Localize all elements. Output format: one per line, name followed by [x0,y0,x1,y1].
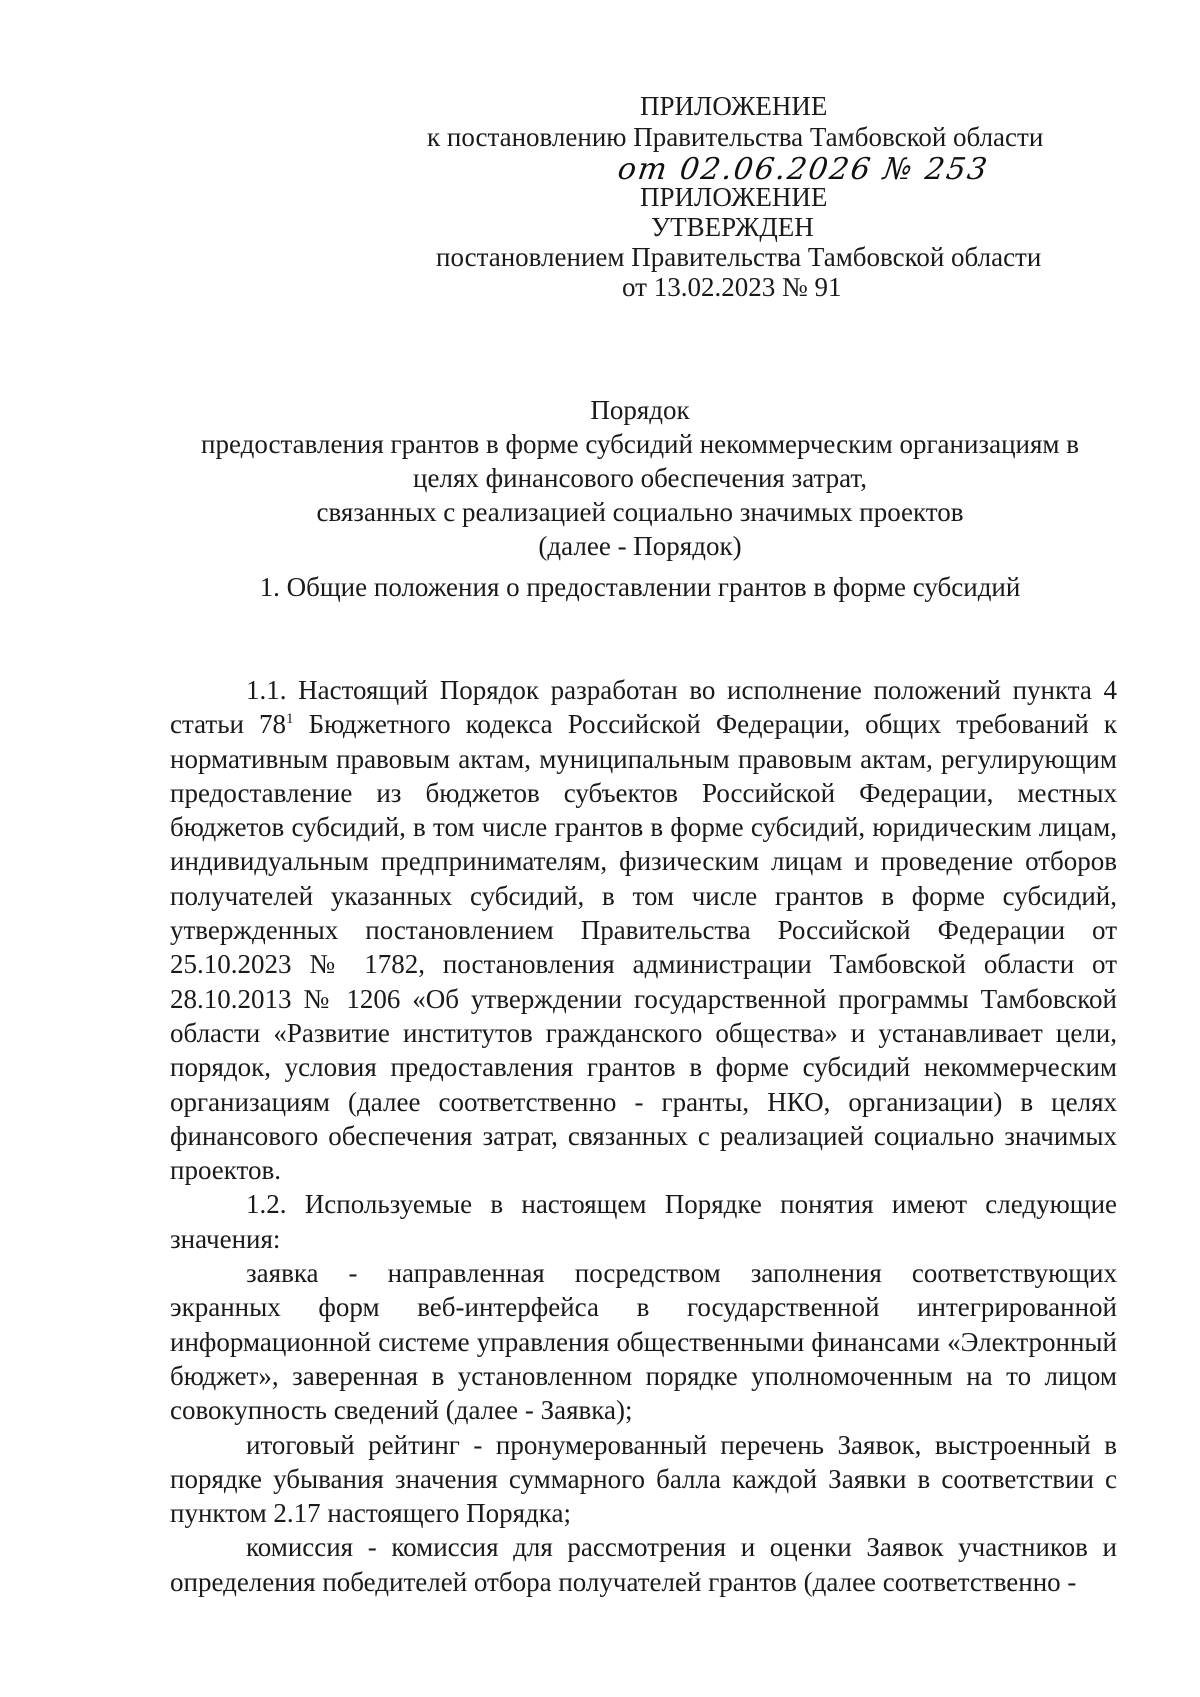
title-line-3: целях финансового обеспечения затрат, [413,463,867,493]
header-approved-date: от 13.02.2023 № 91 [622,272,842,302]
header-approved-by: постановлением Правительства Тамбовской области [436,242,1042,272]
header-decree-ref: к постановлению Правительства Тамбовской области [427,122,1044,152]
title-line-1: Порядок [590,395,690,425]
document-title [160,393,1120,563]
section-heading: 1. Общие положения о предоставлении грантов в форме субсидий [259,572,1021,602]
paragraph-1-1 [170,673,1117,1187]
paragraph-1-1-start: 1.1. Настоящий Порядок разработан во исполнение положений пункта 4 статьи 78 [170,675,1117,740]
title-line-4: связанных с реализацией социально значимых проектов [316,497,964,527]
paragraph-1-1-rest: Бюджетного кодекса Российской Федерации, общих требований к нормативным правовым актам, муниципальным правовым актам, регулирующим предоставление из бюджетов субъектов Российской Федерации, местных бюджетов субсидий, в том числе грантов в форме субсидий, юридическим лицам, индивидуальным предпринимателям, физическим лицам и проведение отборов получателей указанных субсидий, в том числе грантов в форме субсидий, утвержденных постановлением Правительства Российской Федерации от 25.10.2023 № 1782, постановления администрации Тамбовской области от 28.10.2013 № 1206 «Об утверждении государственной программы Тамбовской области «Развитие институтов гражданского общества» и устанавливает цели, порядок, условия предоставления грантов в форме субсидий некоммерческим организациям (далее соответственно - гранты, НКО, организации) в целях финансового обеспечения затрат, связанных с реализацией социально значимых проектов. [170,709,1117,1186]
header-appendix-2: ПРИЛОЖЕНИЕ [640,182,828,212]
title-line-2: предоставления грантов в форме субсидий некоммерческим организациям в [201,429,1079,459]
handwritten-date-number: от 02.06.2026 № 253 [615,152,992,187]
definition-commission: комиссия - комиссия для рассмотрения и оценки Заявок участников и определения победителей отбора получателей грантов (далее соответственно - [170,1532,1117,1597]
title-line-5: (далее - Порядок) [538,531,742,561]
article-superscript: 1 [286,711,294,728]
header-appendix-1: ПРИЛОЖЕНИЕ [640,91,828,121]
definition-application: заявка - направленная посредством заполнения соответствующих экранных форм веб-интерфейса в государственной интегрированной информационной системе управления общественными финансами «Электронный бюджет», заверенная в установленном порядке уполномоченным на то лицом совокупность сведений (далее - Заявка); [170,1258,1117,1426]
header-approved: УТВЕРЖДЕН [651,212,814,242]
document-body [170,673,1117,1599]
definition-final-rating: итоговый рейтинг - пронумерованный перечень Заявок, выстроенный в порядке убывания значения суммарного балла каждой Заявки в соответствии с пунктом 2.17 настоящего Порядка; [170,1429,1117,1529]
paragraph-1-2: 1.2. Используемые в настоящем Порядке понятия имеют следующие значения: [170,1189,1117,1254]
